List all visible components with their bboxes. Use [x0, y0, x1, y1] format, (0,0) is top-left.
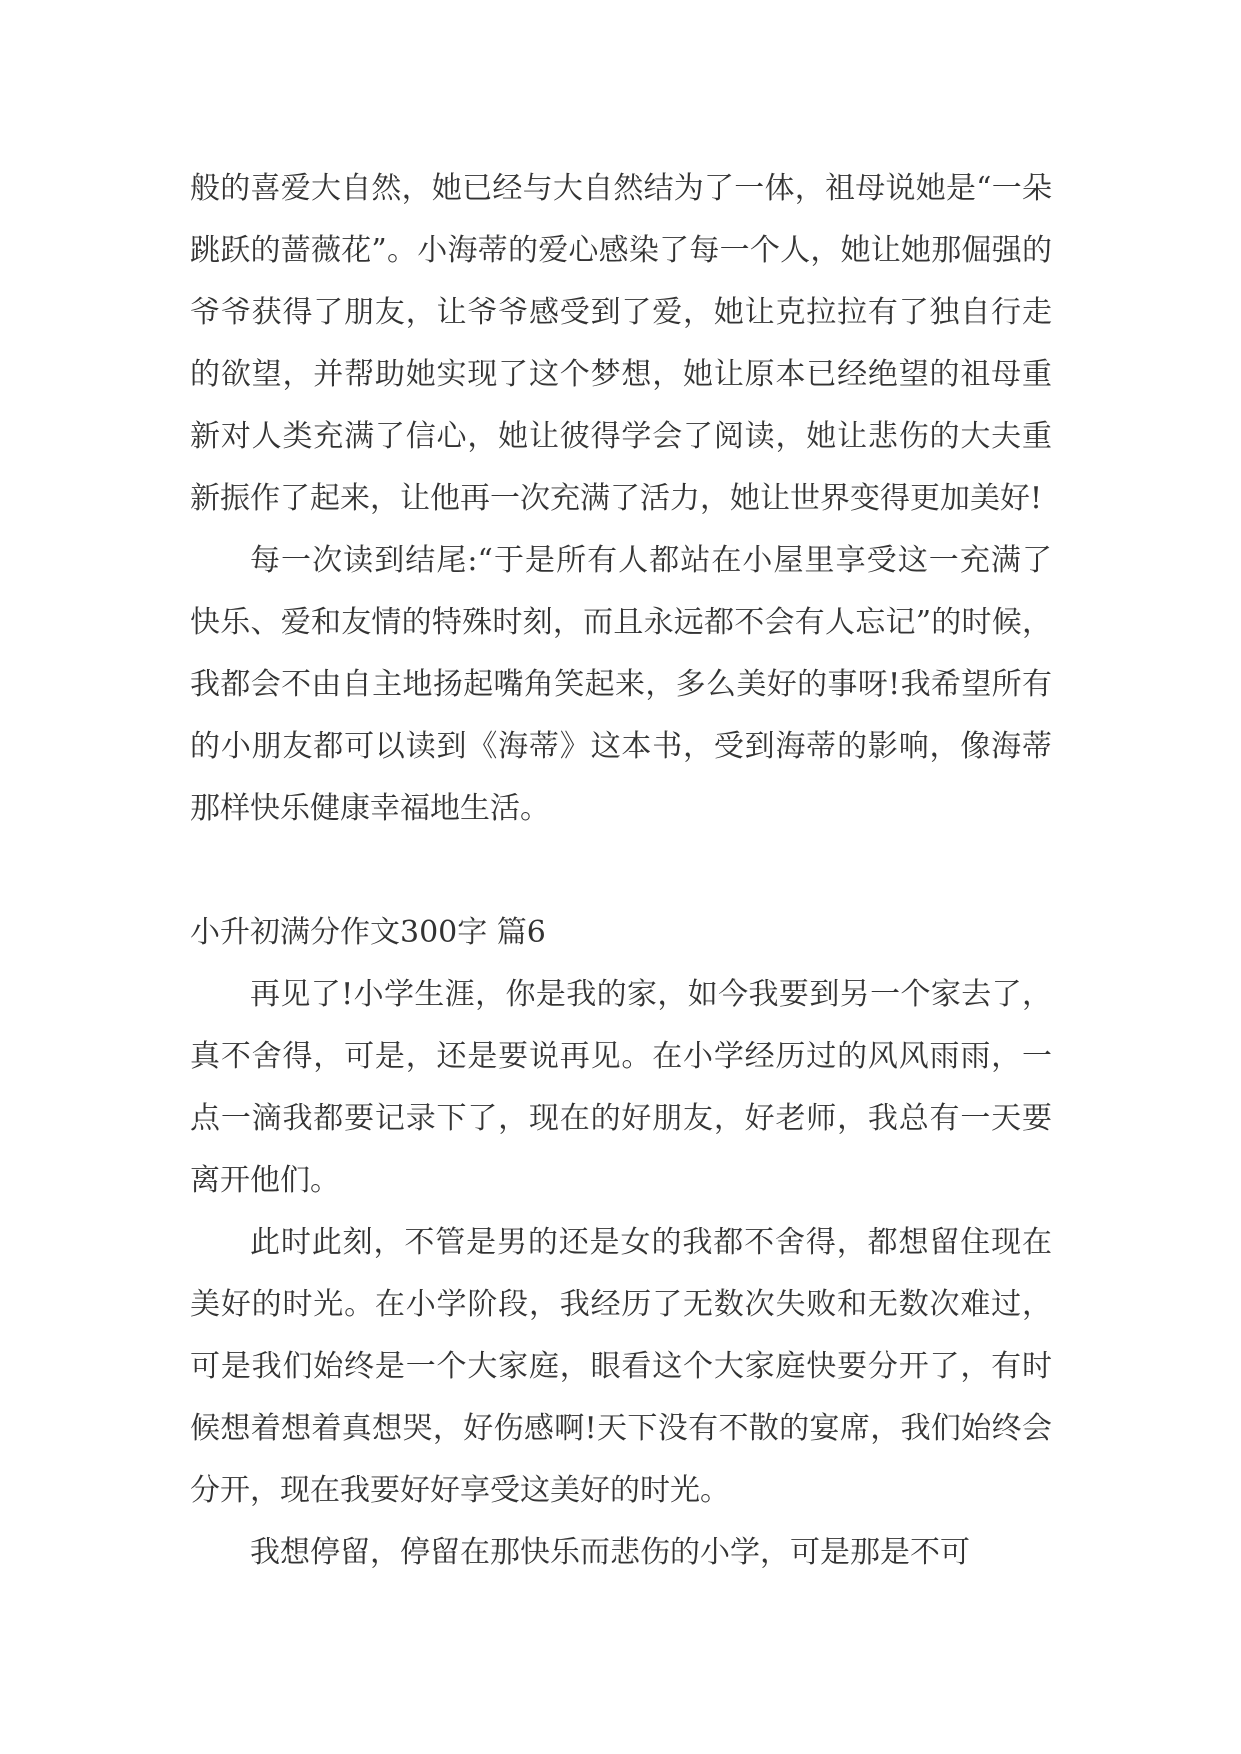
paragraph-wish-to-stay: 我想停留，停留在那快乐而悲伤的小学，可是那是不可 — [250, 1535, 970, 1570]
paragraph-cherish-moment: 此时此刻，不管是男的还是女的我都不舍得，都想留住现在美好的时光。在小学阶段，我经历了无数次失败和无数次难过，可是我们始终是一个大家庭，眼看这个大家庭快要分开了，有时候想着想着真想哭，好伤感啊!天下没有不散的宴席，我们始终会分开，现在我要好好享受这美好的时光。 — [190, 1225, 1052, 1508]
paragraph-goodbye-school: 再见了!小学生涯，你是我的家，如今我要到另一个家去了，真不舍得，可是，还是要说再见。在小学经历过的风风雨雨，一点一滴我都要记录下了，现在的好朋友，好老师，我总有一天要离开他们。 — [190, 977, 1052, 1198]
section-heading: 小升初满分作文300字 篇6 — [190, 915, 546, 950]
paragraph-haidi-summary: 般的喜爱大自然，她已经与大自然结为了一体，祖母说她是“一朵跳跃的蔷薇花”。小海蒂的爱心感染了每一个人，她让她那倔强的爷爷获得了朋友，让爷爷感受到了爱，她让克拉拉有了独自行走的欲望，并帮助她实现了这个梦想，她让原本已经绝望的祖母重新对人类充满了信心，她让彼得学会了阅读，她让悲伤的大夫重新振作了起来，让他再一次充满了活力，她让世界变得更加美好! — [190, 171, 1052, 516]
paragraph-ending-reflection: 每一次读到结尾:“于是所有人都站在小屋里享受这一充满了快乐、爱和友情的特殊时刻，而且永远都不会有人忘记”的时候，我都会不由自主地扬起嘴角笑起来，多么美好的事呀!我希望所有的小朋友都可以读到《海蒂》这本书，受到海蒂的影响，像海蒂那样快乐健康幸福地生活。 — [190, 543, 1052, 826]
document-page — [190, 158, 1052, 1584]
section-spacer — [190, 840, 1052, 902]
